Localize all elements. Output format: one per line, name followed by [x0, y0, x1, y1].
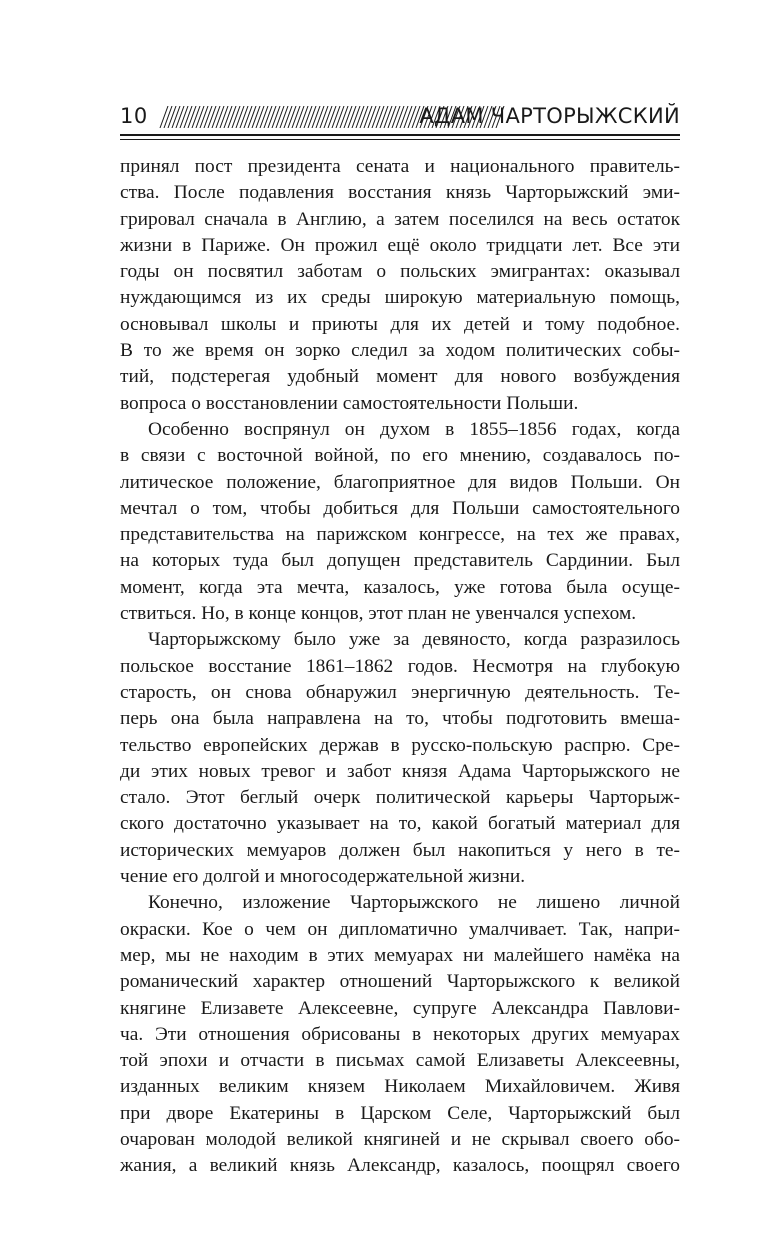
paragraph: [120, 890, 680, 1179]
text-line: Конечно, изложение Чарторыжского не лишено личной: [148, 892, 680, 914]
body-text: [120, 154, 680, 1180]
text-line: вопроса о восстановлении самостоятельности Польши.: [120, 392, 579, 414]
text-line: княгине Елизавете Алексеевне, супруге Александра Павлови-: [120, 997, 680, 1019]
text-line: очарован молодой великой княгиней и не скрывал своего обо-: [120, 1128, 680, 1150]
text-line: В то же время он зорко следил за ходом политических собы-: [120, 340, 680, 362]
text-line: грировал сначала в Англию, а затем поселился на весь остаток: [120, 208, 680, 230]
text-line: жизни в Париже. Он прожил ещё около тридцати лет. Все эти: [120, 234, 680, 256]
running-title: АДАМ ЧАРТОРЫЖСКИЙ: [419, 104, 680, 128]
text-line: перь она была направлена на то, чтобы подготовить вмеша-: [120, 708, 680, 730]
text-line: ча. Эти отношения обрисованы в некоторых других мемуарах: [120, 1023, 680, 1045]
text-line: при дворе Екатерины в Царском Селе, Чарторыжский был: [120, 1102, 680, 1124]
text-line: основывал школы и приюты для их детей и тому подобное.: [120, 313, 680, 335]
page-number: 10: [120, 104, 148, 128]
text-line: тий, подстерегая удобный момент для нового возбуждения: [120, 366, 680, 388]
text-line: принял пост президента сената и национального правитель-: [120, 156, 680, 177]
text-line: исторических мемуаров должен был накопиться у него в те-: [120, 839, 680, 861]
text-line: польское восстание 1861–1862 годов. Несмотря на глубокую: [120, 655, 680, 677]
header-rule-thick: [120, 134, 680, 136]
text-line: окраски. Кое о чем он дипломатично умалчивает. Так, напри-: [120, 918, 680, 940]
text-line: на которых туда был допущен представитель Сардинии. Был: [120, 550, 680, 572]
text-line: в связи с восточной войной, по его мнению, создавалось по-: [120, 445, 680, 467]
text-line: изданных великим князем Николаем Михайловичем. Живя: [120, 1076, 680, 1098]
text-line: ствиться. Но, в конце концов, этот план не увенчался успехом.: [120, 603, 637, 625]
paragraph: [120, 627, 680, 890]
paragraph: [120, 417, 680, 627]
text-line: Чарторыжскому было уже за девяносто, когда разразилось: [148, 629, 680, 651]
header-rule-thin: [120, 139, 680, 140]
text-line: ди этих новых тревог и забот князя Адама Чарторыжского не: [120, 760, 680, 782]
text-line: мечтал о том, чтобы добиться для Польши самостоятельного: [120, 497, 680, 519]
text-line: старость, он снова обнаружил энергичную деятельность. Те-: [120, 681, 680, 703]
text-line: представительства на парижском конгрессе, на тех же правах,: [120, 524, 680, 546]
text-line: стало. Этот беглый очерк политической карьеры Чарторыж-: [120, 787, 680, 809]
text-line: литическое положение, благоприятное для видов Польши. Он: [120, 471, 680, 493]
text-line: годы он посвятил заботам о польских эмигрантах: оказывал: [120, 261, 680, 283]
text-line: мер, мы не находим в этих мемуарах ни малейшего намёка на: [120, 944, 680, 966]
text-line: той эпохи и отчасти в письмах самой Елизаветы Алексеевны,: [120, 1050, 680, 1072]
text-line: тельство европейских держав в русско-польскую распрю. Сре-: [120, 734, 680, 756]
text-line: ства. После подавления восстания князь Чарторыжский эми-: [120, 182, 680, 204]
text-line: нуждающимся из их среды широкую материальную помощь,: [120, 287, 680, 309]
text-line: Особенно воспрянул он духом в 1855–1856 годах, когда: [148, 418, 680, 440]
text-line: чение его долгой и многосодержательной жизни.: [120, 866, 526, 888]
text-line: жания, а великий князь Александр, казалось, поощрял своего: [120, 1155, 680, 1177]
running-header: [120, 100, 680, 144]
paragraph: [120, 154, 680, 417]
text-line: ского достаточно указывает на то, какой богатый материал для: [120, 813, 680, 835]
text-line: романический характер отношений Чарторыжского к великой: [120, 971, 680, 993]
text-line: момент, когда эта мечта, казалось, уже готова была осуще-: [120, 576, 680, 598]
